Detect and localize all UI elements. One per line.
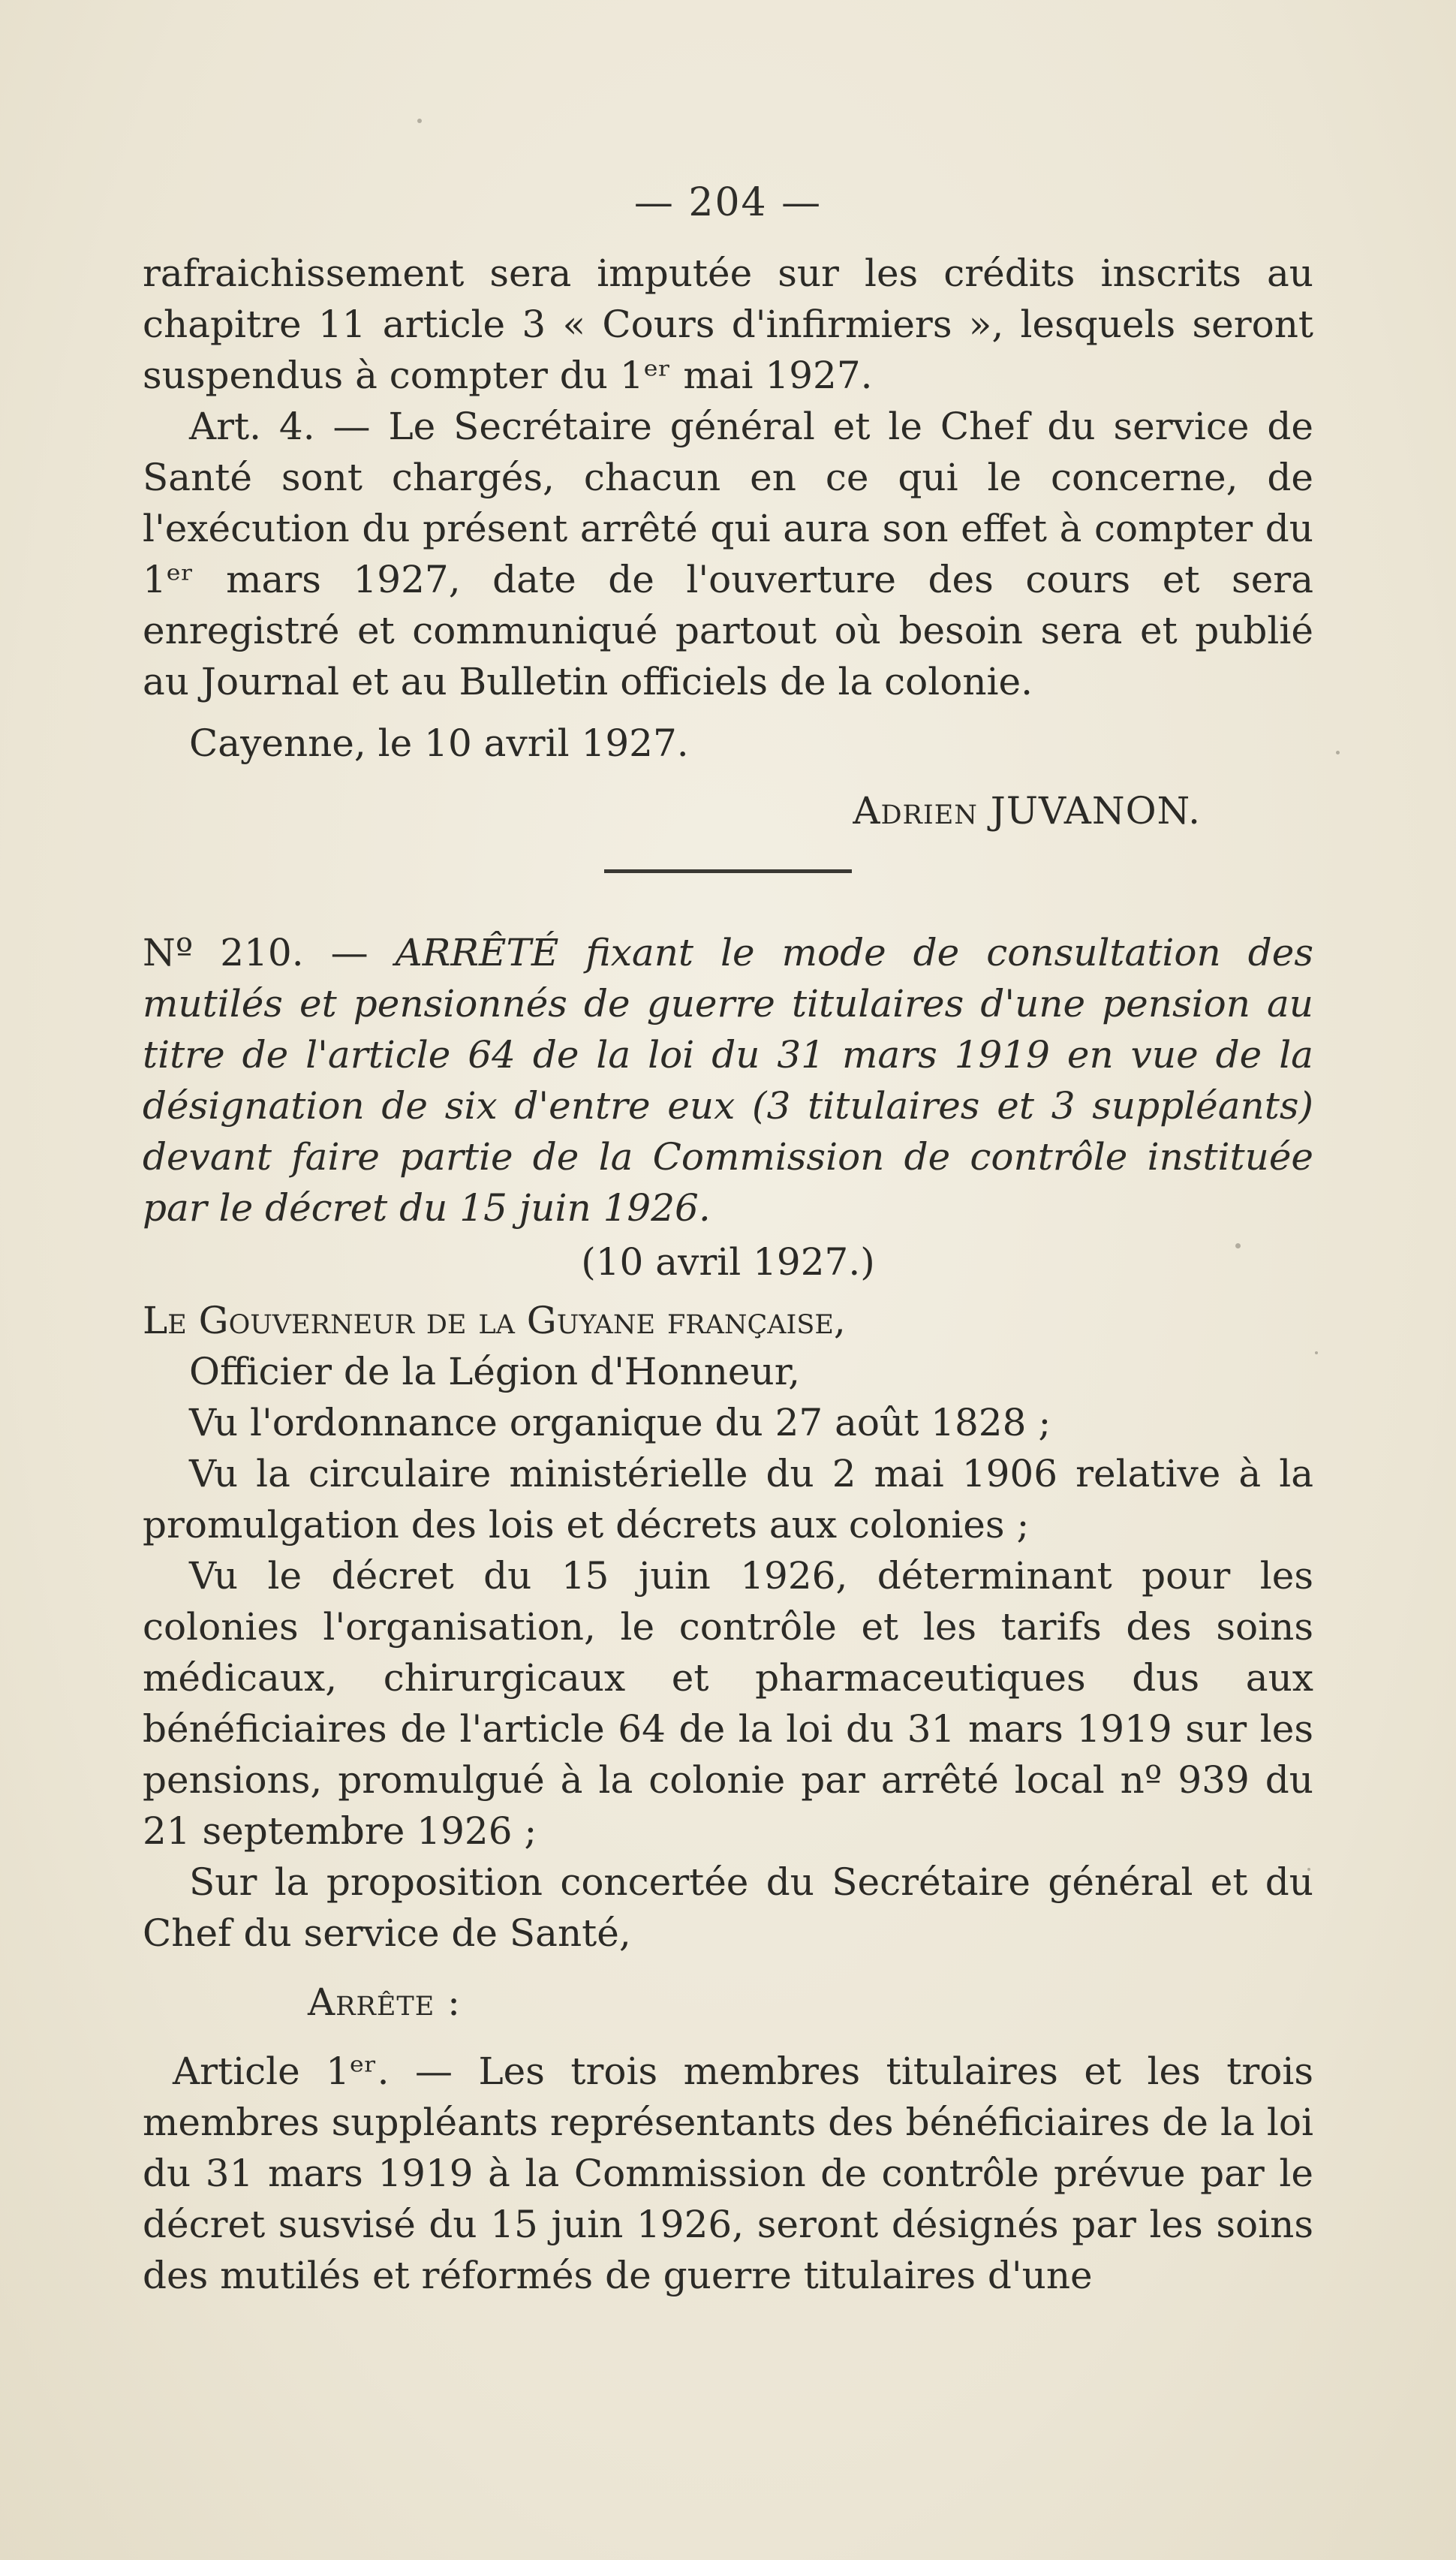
considerant-2: Vu la circulaire ministérielle du 2 mai 1906 relative à la promulgation des lois et décrets aux colonies ;	[143, 1452, 1313, 1547]
decree-heading	[143, 927, 1313, 1233]
paper-speck	[1307, 1868, 1310, 1871]
paper-speck	[1336, 751, 1340, 754]
paper-speck	[1235, 1243, 1241, 1248]
section-divider	[604, 869, 852, 873]
decree-number: Nº 210. —	[143, 931, 369, 974]
governor-line: Le Gouverneur de la Guyane française,	[143, 1299, 846, 1342]
place-and-date: Cayenne, le 10 avril 1927.	[189, 721, 689, 765]
article-4-paragraph: Art. 4. — Le Secrétaire général et le Chef du service de Santé sont chargés, chacun en ce qui le concerne, de l'exécution du présent arrêté qui aura son effet à compter du 1ᵉʳ mars 1927, date de l'ouverture des cours et sera enregistré et communiqué partout où besoin sera et publié au Journal et au Bulletin officiels de la colonie.	[143, 405, 1313, 703]
arrete-heading: Arrête :	[308, 1980, 461, 2024]
signature: Adrien JUVANON.	[853, 789, 1201, 833]
article-1-paragraph: Article 1ᵉʳ. — Les trois membres titulaires et les trois membres suppléants représentants des bénéficiaires de la loi du 31 mars 1919 à la Commission de contrôle prévue par le décret susvisé du 15 juin 1926, seront désignés par les soins des mutilés et réformés de guerre titulaires d'une	[143, 2050, 1313, 2297]
decree-title: ARRÊTÉ fixant le mode de consultation des mutilés et pensionnés de guerre titulaires d'une pension au titre de l'article 64 de la loi du 31 mars 1919 en vue de la désignation de six d'entre eux (3 titulaires et 3 suppléants) devant faire partie de la Commission de contrôle instituée par le décret du 15 juin 1926.	[143, 931, 1313, 1230]
page-body	[143, 248, 1313, 2301]
intro-paragraph: rafraichissement sera imputée sur les crédits inscrits au chapitre 11 article 3 « Cours d'infirmiers », lesquels seront suspendus à compter du 1ᵉʳ mai 1927.	[143, 251, 1313, 397]
page-number: — 204 —	[633, 180, 823, 225]
officer-line: Officier de la Légion d'Honneur,	[189, 1350, 801, 1393]
paper-speck	[417, 119, 422, 123]
considerant-3: Vu le décret du 15 juin 1926, déterminant pour les colonies l'organisation, le contrôle et les tarifs des soins médicaux, chirurgicaux et pharmaceutiques dus aux bénéficiaires de l'article 64 de la loi du 31 mars 1919 sur les pensions, promulgué à la colonie par arrêté local nº 939 du 21 septembre 1926 ;	[143, 1554, 1313, 1853]
considerant-1: Vu l'ordonnance organique du 27 août 1828 ;	[189, 1401, 1051, 1444]
paper-speck	[1315, 1351, 1318, 1354]
proposal-line: Sur la proposition concertée du Secrétaire général et du Chef du service de Santé,	[143, 1860, 1313, 1955]
decree-date: (10 avril 1927.)	[581, 1240, 875, 1284]
